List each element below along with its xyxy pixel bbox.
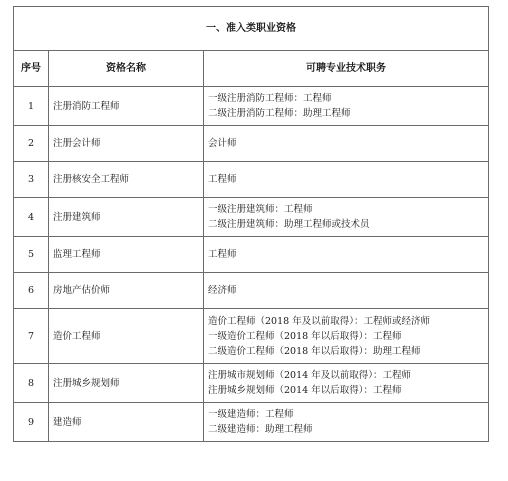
qualification-table-container	[13, 6, 488, 442]
position-line: 二级注册建筑师：助理工程师或技术员	[208, 219, 370, 230]
qualification-name: 监理工程师	[49, 237, 204, 273]
table-row	[14, 237, 489, 273]
eligible-positions	[204, 87, 489, 126]
position-line: 工程师	[208, 249, 237, 260]
row-number: 9	[14, 403, 49, 442]
position-line: 经济师	[208, 285, 237, 296]
table-row	[14, 162, 489, 198]
position-line: 二级注册消防工程师：助理工程师	[208, 108, 351, 119]
eligible-positions	[204, 309, 489, 364]
row-number: 1	[14, 87, 49, 126]
qualification-name: 房地产估价师	[49, 273, 204, 309]
table-row	[14, 198, 489, 237]
row-number: 5	[14, 237, 49, 273]
table-row	[14, 403, 489, 442]
eligible-positions	[204, 364, 489, 403]
row-number: 7	[14, 309, 49, 364]
eligible-positions	[204, 198, 489, 237]
row-number: 8	[14, 364, 49, 403]
qualification-name: 注册建筑师	[49, 198, 204, 237]
position-line: 注册城乡规划师（2014 年以后取得）：工程师	[208, 385, 402, 396]
table-body	[14, 87, 489, 442]
qualification-name: 注册核安全工程师	[49, 162, 204, 198]
qualification-name: 注册会计师	[49, 126, 204, 162]
qualification-table	[13, 6, 489, 442]
qualification-name: 造价工程师	[49, 309, 204, 364]
row-number: 2	[14, 126, 49, 162]
eligible-positions	[204, 162, 489, 198]
qualification-name: 建造师	[49, 403, 204, 442]
position-line: 二级造价工程师（2018 年以后取得）：助理工程师	[208, 345, 421, 357]
header-row	[14, 51, 489, 87]
position-line: 注册城市规划师（2014 年及以前取得）：工程师	[208, 370, 411, 381]
position-line: 二级建造师：助理工程师	[208, 424, 313, 435]
position-line: 造价工程师（2018 年及以前取得）：工程师或经济师	[208, 315, 430, 327]
position-line: 一级造价工程师（2018 年以后取得）：工程师	[208, 330, 402, 342]
eligible-positions	[204, 237, 489, 273]
eligible-positions	[204, 403, 489, 442]
header-duties: 可聘专业技术职务	[204, 51, 489, 87]
section-title: 一、准入类职业资格	[14, 7, 489, 51]
section-title-row	[14, 7, 489, 51]
qualification-name: 注册消防工程师	[49, 87, 204, 126]
table-row	[14, 309, 489, 364]
position-line: 会计师	[208, 138, 237, 149]
eligible-positions	[204, 126, 489, 162]
table-row	[14, 87, 489, 126]
header-name: 资格名称	[49, 51, 204, 87]
eligible-positions	[204, 273, 489, 309]
row-number: 3	[14, 162, 49, 198]
row-number: 6	[14, 273, 49, 309]
table-row	[14, 273, 489, 309]
position-line: 一级注册消防工程师：工程师	[208, 93, 332, 104]
position-line: 一级建造师：工程师	[208, 409, 294, 420]
table-row	[14, 364, 489, 403]
row-number: 4	[14, 198, 49, 237]
header-num: 序号	[14, 51, 49, 87]
position-line: 工程师	[208, 174, 237, 185]
qualification-name: 注册城乡规划师	[49, 364, 204, 403]
table-row	[14, 126, 489, 162]
position-line: 一级注册建筑师：工程师	[208, 204, 313, 215]
